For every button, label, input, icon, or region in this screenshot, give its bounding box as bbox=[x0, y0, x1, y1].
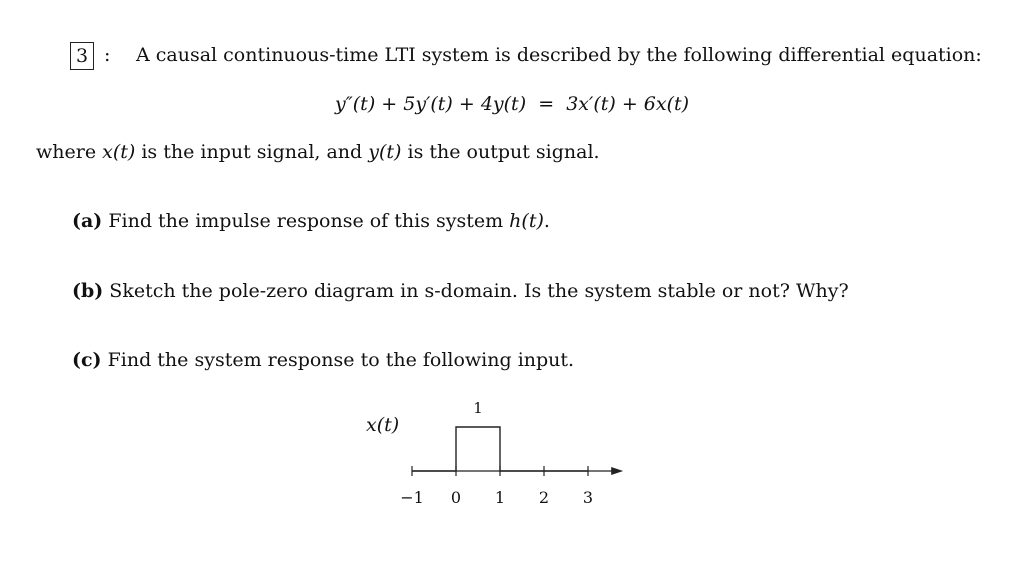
part-a-end: . bbox=[543, 210, 550, 232]
equation-equals: = bbox=[538, 93, 555, 115]
part-b-text: Sketch the pole-zero diagram in s-domain. Is the system stable or not? Why? bbox=[103, 280, 849, 302]
x-axis-arrowhead bbox=[611, 467, 623, 475]
part-c-text: Find the system response to the following input. bbox=[101, 349, 575, 371]
y-axis-label: x(t) bbox=[366, 414, 400, 436]
part-c-label: (c) bbox=[72, 349, 102, 371]
differential-equation bbox=[0, 91, 1024, 117]
problem-number: 3 bbox=[75, 45, 89, 67]
part-b bbox=[72, 278, 849, 304]
part-a-text: Find the impulse response of this system bbox=[102, 210, 510, 232]
problem-intro: A causal continuous-time LTI system is described by the following differential equation: bbox=[136, 44, 982, 66]
equation-lhs: y″(t) + 5y′(t) + 4y(t) bbox=[334, 93, 527, 115]
part-b-label: (b) bbox=[72, 280, 104, 302]
equation-rhs: 3x′(t) + 6x(t) bbox=[566, 93, 690, 115]
where-clause bbox=[36, 139, 600, 165]
where-middle: is the input signal, and bbox=[135, 141, 369, 163]
problem-separator: : bbox=[104, 44, 111, 66]
where-suffix: is the output signal. bbox=[401, 141, 600, 163]
part-a bbox=[72, 208, 550, 234]
x-tick-label: −1 bbox=[400, 488, 424, 507]
pulse-amplitude-label: 1 bbox=[473, 399, 483, 417]
input-signal-plot bbox=[330, 385, 660, 525]
x-tick-label: 1 bbox=[494, 488, 506, 507]
signal-trace bbox=[412, 427, 588, 471]
output-variable: y(t) bbox=[368, 141, 402, 163]
part-a-variable: h(t) bbox=[509, 210, 544, 232]
x-tick-label: 3 bbox=[582, 488, 594, 507]
problem-number-box bbox=[70, 42, 94, 70]
input-variable: x(t) bbox=[102, 141, 136, 163]
x-tick-label: 2 bbox=[538, 488, 550, 507]
part-c bbox=[72, 347, 574, 373]
part-a-label: (a) bbox=[72, 210, 103, 232]
where-prefix: where bbox=[36, 141, 103, 163]
x-tick-label: 0 bbox=[450, 488, 462, 507]
